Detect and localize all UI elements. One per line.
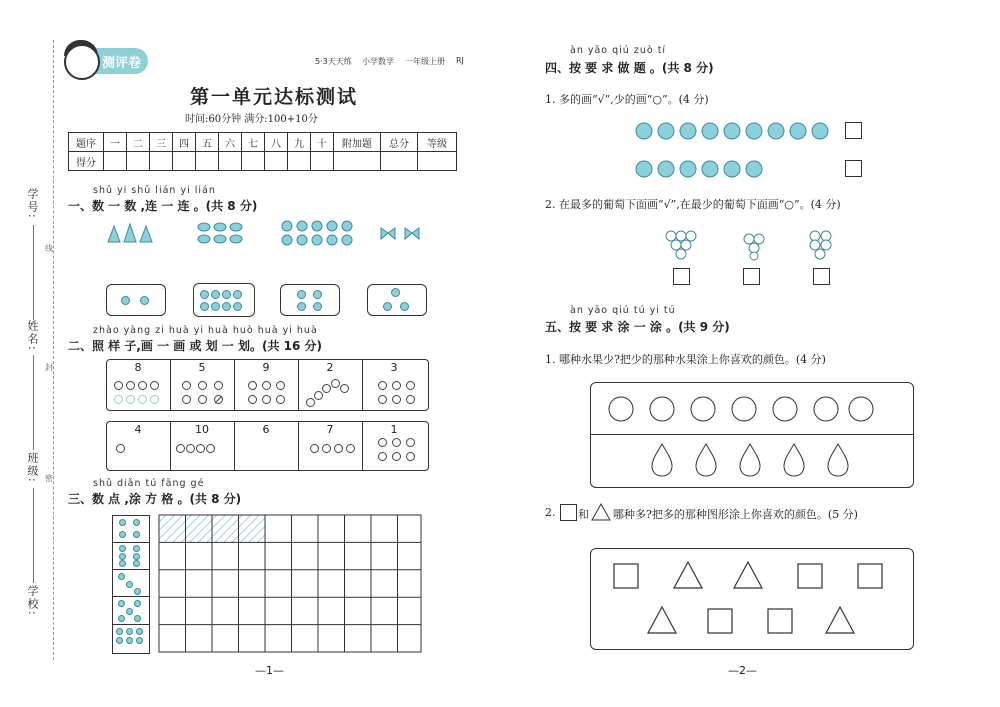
section5-title: 五、按 要 求 涂 一 涂 。(共 9 分) [545, 320, 730, 334]
score-row-label: 得分 [69, 152, 104, 171]
score-cell[interactable] [288, 152, 311, 171]
class-label: 班级: [26, 452, 39, 484]
dot-card-2[interactable] [106, 284, 166, 316]
score-cell[interactable] [242, 152, 265, 171]
header-subject: 小学数学 [362, 57, 394, 66]
margin-mark-line: 线 [45, 244, 53, 253]
butterfly-group-icon [377, 224, 425, 242]
score-cell[interactable] [311, 152, 334, 171]
section4-q2: 2. 在最多的葡萄下面画“√”,在最少的葡萄下面画“○”。(4 分) [545, 198, 841, 211]
leaf-group-icon [106, 222, 158, 244]
peach-answer-box[interactable] [845, 122, 862, 139]
page-number-2: —2— [728, 664, 757, 677]
section1-title: 一、数 一 数 ,连 一 连 。(共 8 分) [68, 199, 258, 213]
section4-q1: 1. 多的画“√”,少的画“○”。(4 分) [545, 93, 709, 106]
score-table-header-row [69, 133, 457, 152]
section3-title: 三、数 点 ,涂 方 格 。(共 8 分) [68, 492, 242, 506]
header-edition: RJ [456, 56, 464, 65]
name-label: 姓名: [26, 320, 39, 352]
score-cell[interactable] [127, 152, 150, 171]
section3-pinyin: shǔ diǎn tú fāng gé [93, 478, 205, 489]
mascot-face-icon [64, 44, 100, 80]
test-info: 时间:60分钟 满分:100+10分 [185, 114, 318, 125]
section2-pinyin: zhào yàng zi huà yi huà huò huà yi huà [93, 325, 318, 336]
score-cell[interactable] [104, 152, 127, 171]
score-header-cell: 八 [265, 133, 288, 152]
name-line [33, 355, 34, 450]
score-table [68, 132, 457, 171]
class-line [33, 488, 34, 583]
grape-answer-box-3[interactable] [813, 268, 830, 285]
score-header-cell: 二 [127, 133, 150, 152]
margin-mark-secret: 密 [45, 474, 53, 483]
row2-number: 4 [134, 423, 142, 436]
score-header-cell: 十 [311, 133, 334, 152]
badge-label: 测评卷 [102, 56, 142, 71]
student-id-label: 学号: [26, 188, 39, 220]
score-cell[interactable] [150, 152, 173, 171]
section2-title: 二、照 样 子,画 一 画 或 划 一 划。(共 16 分) [68, 339, 323, 353]
dot-card-4[interactable] [280, 284, 340, 316]
grape-bunch-icon-2 [740, 230, 770, 262]
row1-number: 8 [134, 361, 142, 374]
margin-mark-seal: 封 [45, 363, 53, 372]
triangle-icon [591, 503, 611, 521]
score-header-cell: 一 [104, 133, 127, 152]
score-cell[interactable] [265, 152, 288, 171]
peach-row-icon [634, 118, 839, 142]
section5-q2-number: 2. [545, 506, 556, 519]
score-cell[interactable] [196, 152, 219, 171]
row2-number: 10 [195, 423, 209, 436]
apple-outline-icon[interactable] [847, 392, 875, 424]
score-cell[interactable] [418, 152, 457, 171]
apple-row-icon [634, 156, 764, 180]
school-label: 学校: [26, 585, 39, 617]
square-icon [560, 504, 577, 521]
row1-number: 9 [262, 361, 270, 374]
row1-number: 5 [198, 361, 206, 374]
row1-number: 3 [390, 361, 398, 374]
score-header-cell: 四 [173, 133, 196, 152]
page-title: 第一单元达标测试 [190, 86, 359, 108]
score-cell[interactable] [219, 152, 242, 171]
coloring-grid[interactable] [158, 514, 423, 654]
page-number-1: —1— [255, 664, 284, 677]
row2-number: 1 [390, 423, 398, 436]
score-header-cell: 等级 [418, 133, 457, 152]
section1-pinyin: shǔ yi shǔ lián yi lián [93, 185, 216, 196]
bird-group-icon [196, 220, 248, 246]
score-cell[interactable] [173, 152, 196, 171]
score-header-cell: 九 [288, 133, 311, 152]
section4-title: 四、按 要 求 做 题 。(共 8 分) [545, 61, 714, 75]
section5-q1: 1. 哪种水果少?把少的那种水果涂上你喜欢的颜色。(4 分) [545, 353, 826, 366]
score-cell[interactable] [381, 152, 418, 171]
cross-out-mark [214, 395, 223, 404]
grape-answer-box-1[interactable] [673, 268, 690, 285]
section5-q2: 哪种多?把多的那种图形涂上你喜欢的颜色。(5 分) [613, 508, 858, 521]
section4-pinyin: àn yāo qiú zuò tí [570, 45, 667, 56]
dot-card-10[interactable] [193, 283, 255, 317]
flower-group-icon [280, 219, 358, 247]
score-header-cell: 总分 [381, 133, 418, 152]
row1-number: 2 [326, 361, 334, 374]
grape-answer-box-2[interactable] [743, 268, 760, 285]
binding-dashed-line [53, 40, 54, 660]
score-header-cell: 题序 [69, 133, 104, 152]
score-header-cell: 六 [219, 133, 242, 152]
apple-outline-row[interactable] [607, 392, 867, 424]
score-table-score-row [69, 152, 457, 171]
score-header-cell: 七 [242, 133, 265, 152]
pear-outline-row[interactable] [648, 440, 858, 478]
header-series: 5·3天天练 [315, 57, 352, 66]
section5-pinyin: àn yāo qiú tú yi tú [570, 305, 676, 316]
apple-answer-box[interactable] [845, 160, 862, 177]
row2-number: 7 [326, 423, 334, 436]
score-header-cell: 三 [150, 133, 173, 152]
score-cell[interactable] [334, 152, 381, 171]
row2-number: 6 [262, 423, 270, 436]
grape-bunch-icon-3 [806, 226, 836, 264]
student-id-line [33, 225, 34, 320]
grape-bunch-icon-1 [664, 226, 698, 264]
header-grade: 一年级上册 [405, 57, 445, 66]
score-header-cell: 附加题 [334, 133, 381, 152]
score-header-cell: 五 [196, 133, 219, 152]
section5-q2-and: 和 [578, 508, 589, 521]
shape-set[interactable] [600, 555, 900, 645]
